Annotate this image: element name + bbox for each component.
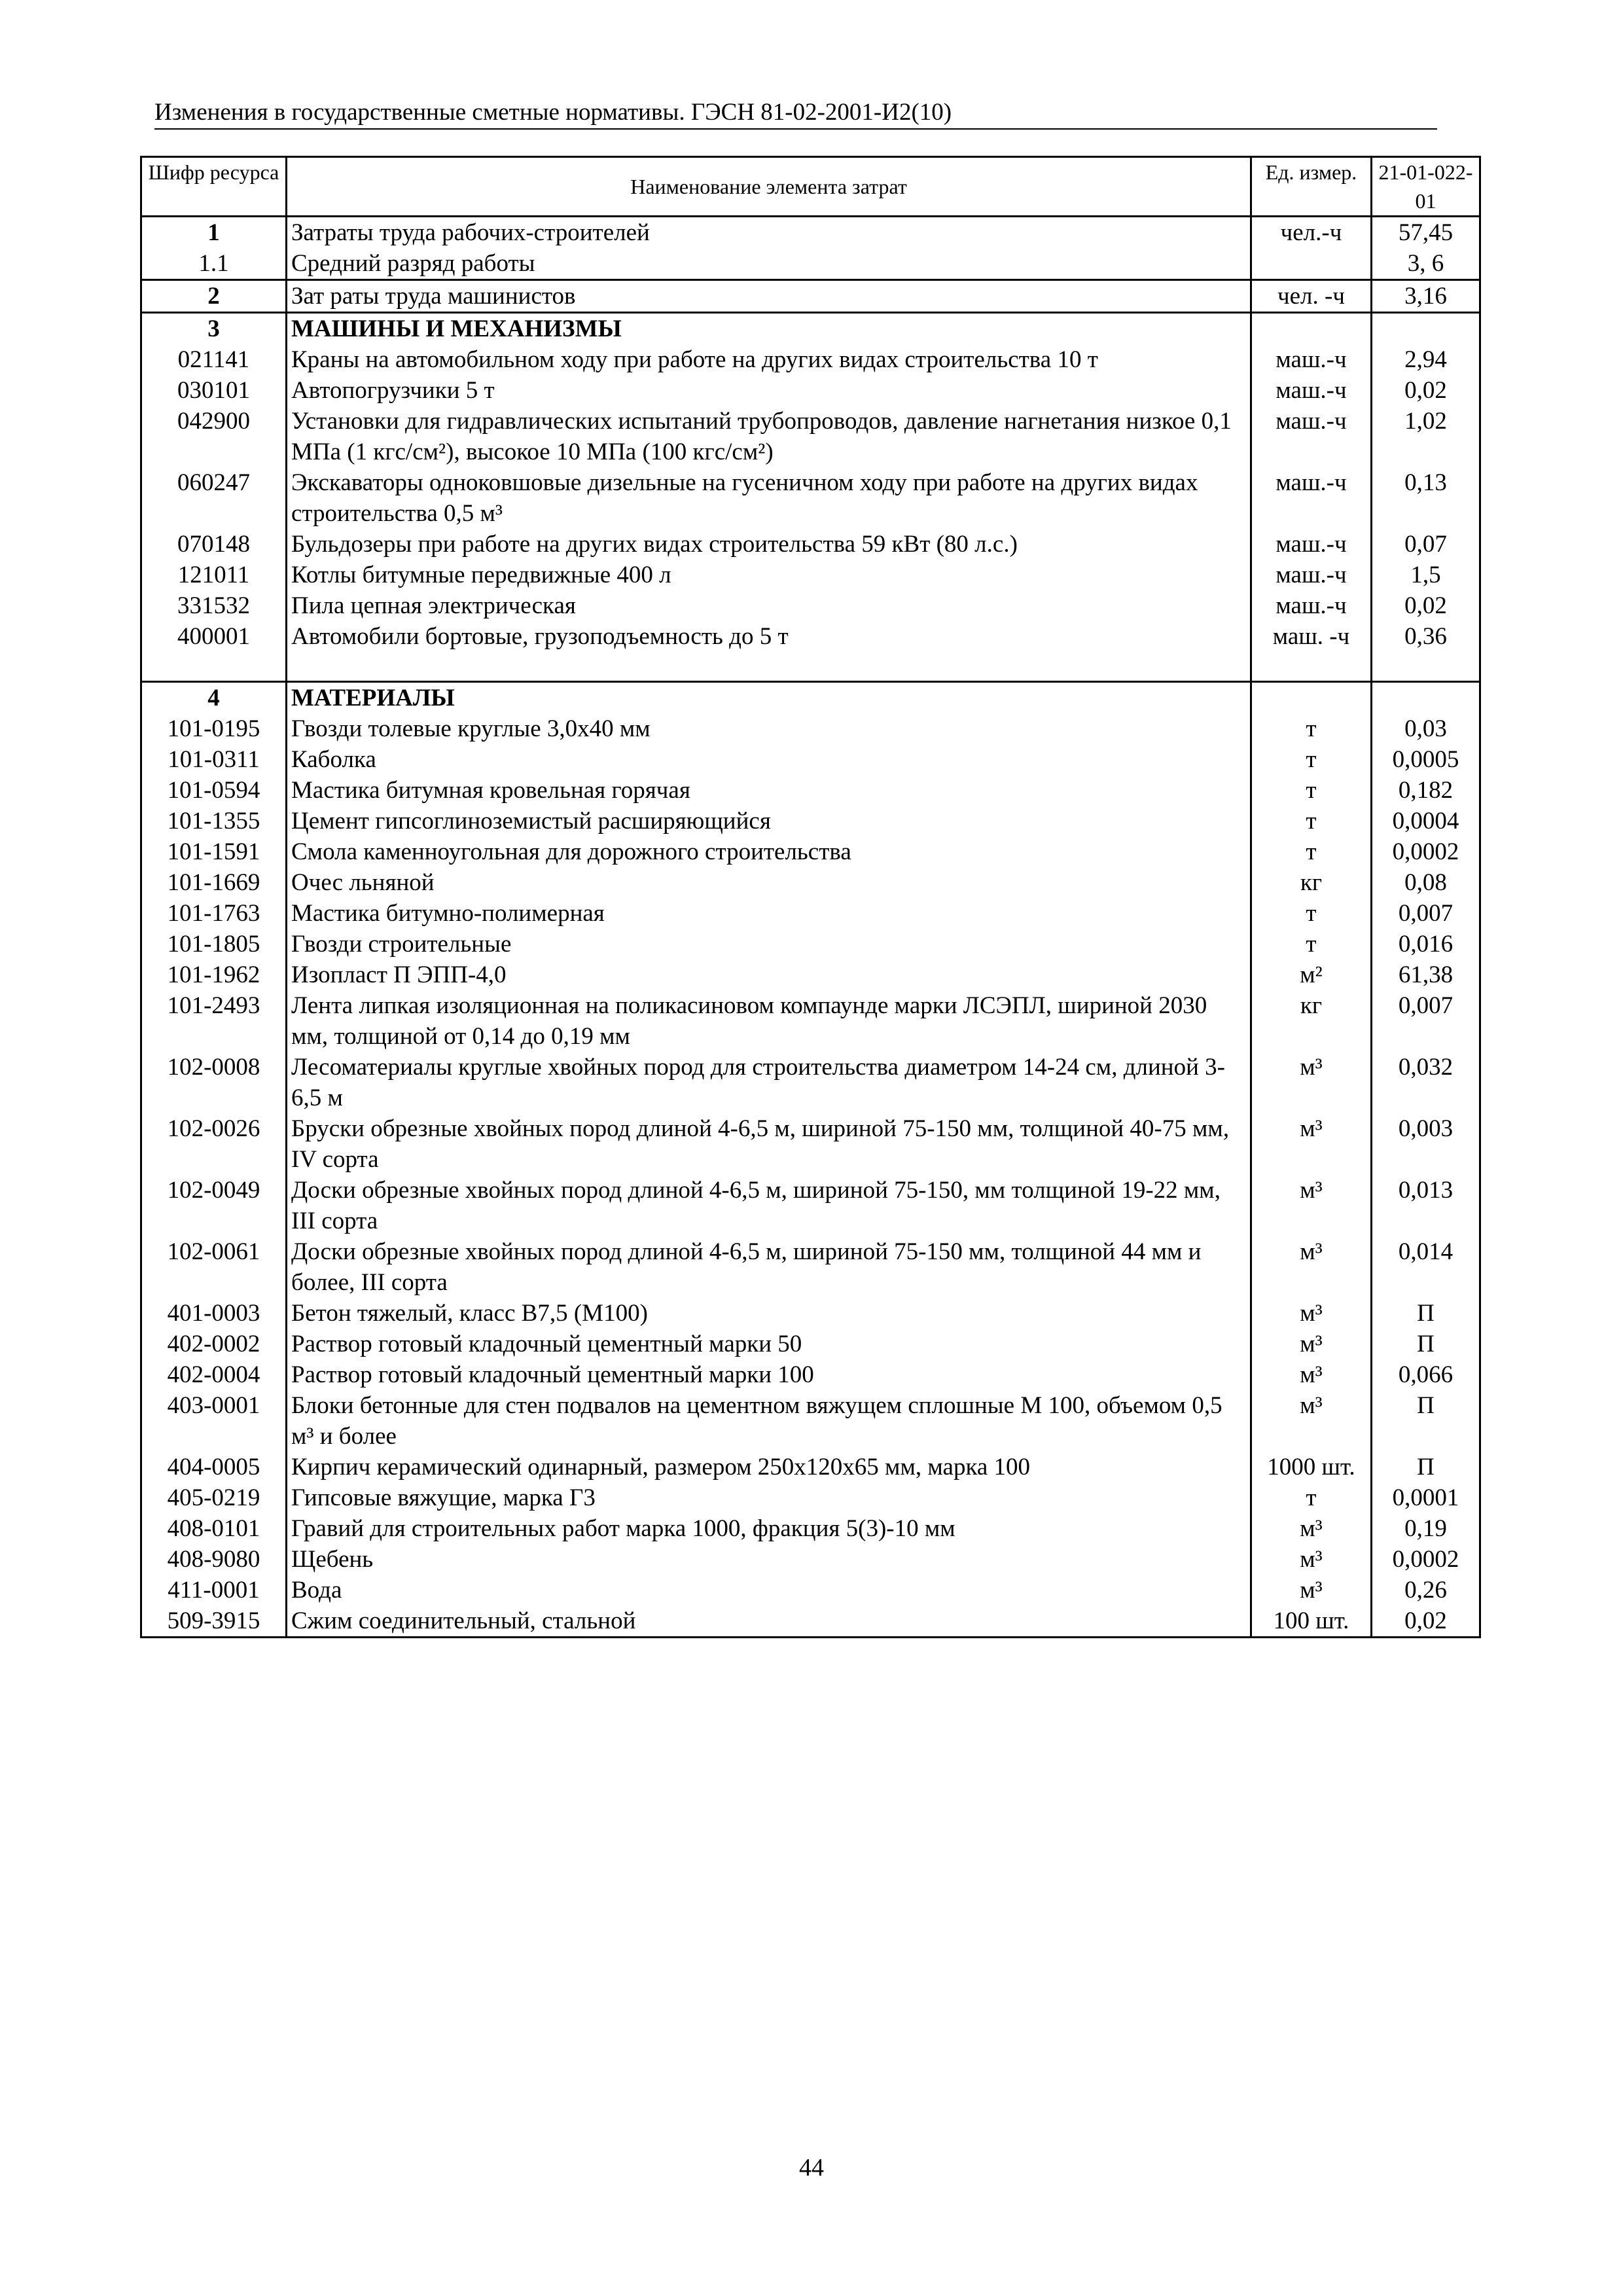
cell-value: 1,02 [1372, 406, 1480, 467]
cell-value: 0,07 [1372, 529, 1480, 560]
cell-unit: 100 шт. [1251, 1605, 1372, 1638]
cell-unit: м³ [1251, 1298, 1372, 1329]
cell-name: Мастика битумная кровельная горячая [287, 775, 1251, 806]
cell-value: 0,0002 [1372, 1544, 1480, 1575]
cell-name: Автопогрузчики 5 т [287, 375, 1251, 406]
cell-unit [1251, 652, 1372, 682]
cell-unit: т [1251, 836, 1372, 867]
cell-unit: т [1251, 929, 1372, 960]
cell-value: 0,014 [1372, 1236, 1480, 1298]
cell-unit: чел.-ч [1251, 217, 1372, 249]
cell-name: МАШИНЫ И МЕХАНИЗМЫ [287, 313, 1251, 345]
cell-name: Установки для гидравлических испытаний трубопроводов, давление нагнетания низкое 0,1 МПа (1 кгс/см²), высокое 10 МПа (100 кгс/см²) [287, 406, 1251, 467]
cell-name: Кирпич керамический одинарный, размером 250х120х65 мм, марка 100 [287, 1452, 1251, 1482]
table-row [141, 1605, 1480, 1638]
table-row [141, 1052, 1480, 1113]
cell-unit: м³ [1251, 1544, 1372, 1575]
cell-name: Зат раты труда машинистов [287, 280, 1251, 313]
cell-value: 0,36 [1372, 621, 1480, 652]
table-row [141, 1482, 1480, 1513]
cell-code: 101-0311 [141, 744, 287, 775]
cell-name: Гравий для строительных работ марка 1000, фракция 5(3)-10 мм [287, 1513, 1251, 1544]
cell-value: 0,013 [1372, 1175, 1480, 1236]
cell-unit: чел. -ч [1251, 280, 1372, 313]
cell-value [1372, 313, 1480, 345]
table-row [141, 375, 1480, 406]
cell-name: Лесоматериалы круглые хвойных пород для строительства диаметром 14-24 см, длиной 3-6,5 м [287, 1052, 1251, 1113]
cell-name: Гипсовые вяжущие, марка Г3 [287, 1482, 1251, 1513]
cell-unit: маш.-ч [1251, 344, 1372, 375]
cell-value: 0,016 [1372, 929, 1480, 960]
cell-unit: м³ [1251, 1390, 1372, 1452]
cell-code: 101-0195 [141, 713, 287, 744]
cell-unit: маш.-ч [1251, 467, 1372, 529]
cell-value: П [1372, 1329, 1480, 1359]
cell-value: 0,007 [1372, 990, 1480, 1052]
cell-unit: маш.-ч [1251, 560, 1372, 590]
cell-unit: маш.-ч [1251, 590, 1372, 621]
page-number: 44 [799, 2154, 824, 2181]
table-row [141, 560, 1480, 590]
cell-code: 102-0061 [141, 1236, 287, 1298]
cell-name [287, 652, 1251, 682]
cell-value: 0,02 [1372, 1605, 1480, 1638]
cell-unit: т [1251, 744, 1372, 775]
cell-code: 101-1355 [141, 806, 287, 836]
cell-code: 070148 [141, 529, 287, 560]
table-row [141, 775, 1480, 806]
table-row [141, 898, 1480, 929]
cell-value [1372, 652, 1480, 682]
table-row [141, 960, 1480, 990]
cell-code: 2 [141, 280, 287, 313]
table-row [141, 248, 1480, 280]
cell-name: Краны на автомобильном ходу при работе на других видах строительства 10 т [287, 344, 1251, 375]
table-body [141, 217, 1480, 1638]
cell-code: 102-0026 [141, 1113, 287, 1175]
cell-name: Раствор готовый кладочный цементный марки 100 [287, 1359, 1251, 1390]
cell-value: П [1372, 1298, 1480, 1329]
cell-unit: т [1251, 713, 1372, 744]
cell-unit: маш. -ч [1251, 621, 1372, 652]
cell-value [1372, 682, 1480, 714]
cell-value: П [1372, 1390, 1480, 1452]
cell-code: 101-1763 [141, 898, 287, 929]
cell-value: 0,26 [1372, 1575, 1480, 1605]
cell-unit: м² [1251, 960, 1372, 990]
cell-name: Мастика битумно-полимерная [287, 898, 1251, 929]
cell-unit: т [1251, 775, 1372, 806]
table-row [141, 1544, 1480, 1575]
cell-value: П [1372, 1452, 1480, 1482]
table-row [141, 1390, 1480, 1452]
cell-name: Сжим соединительный, стальной [287, 1605, 1251, 1638]
cell-code: 101-1805 [141, 929, 287, 960]
cell-value: 0,0001 [1372, 1482, 1480, 1513]
cell-code: 021141 [141, 344, 287, 375]
cell-code: 060247 [141, 467, 287, 529]
cell-code: 102-0049 [141, 1175, 287, 1236]
column-header-code: Шифр ресурса [141, 157, 287, 217]
cell-name: Доски обрезные хвойных пород длиной 4-6,5 м, шириной 75-150, мм толщиной 19-22 мм, III сорта [287, 1175, 1251, 1236]
table-header-row [141, 157, 1480, 217]
table-row [141, 806, 1480, 836]
cell-unit: 1000 шт. [1251, 1452, 1372, 1482]
table-row [141, 744, 1480, 775]
cell-code: 121011 [141, 560, 287, 590]
cell-name: МАТЕРИАЛЫ [287, 682, 1251, 714]
table-row [141, 929, 1480, 960]
cell-name: Бетон тяжелый, класс В7,5 (М100) [287, 1298, 1251, 1329]
cell-code: 402-0004 [141, 1359, 287, 1390]
cell-value: 0,066 [1372, 1359, 1480, 1390]
table-row [141, 1113, 1480, 1175]
cell-value: 57,45 [1372, 217, 1480, 249]
table-row [141, 406, 1480, 467]
table-row [141, 1236, 1480, 1298]
cell-value: 0,0005 [1372, 744, 1480, 775]
cell-value: 61,38 [1372, 960, 1480, 990]
cell-unit: т [1251, 898, 1372, 929]
cell-value: 0,003 [1372, 1113, 1480, 1175]
column-header-unit: Ед. измер. [1251, 157, 1372, 217]
cell-name: Блоки бетонные для стен подвалов на цементном вяжущем сплошные М 100, объемом 0,5 м³ и более [287, 1390, 1251, 1452]
cell-value: 0,03 [1372, 713, 1480, 744]
cell-code: 405-0219 [141, 1482, 287, 1513]
cell-code: 102-0008 [141, 1052, 287, 1113]
cell-unit: маш.-ч [1251, 375, 1372, 406]
table-row [141, 590, 1480, 621]
cell-unit: м³ [1251, 1359, 1372, 1390]
cell-name: Вода [287, 1575, 1251, 1605]
resource-table [140, 156, 1481, 1638]
cell-unit: м³ [1251, 1175, 1372, 1236]
cell-code [141, 652, 287, 682]
cell-unit [1251, 682, 1372, 714]
cell-name: Котлы битумные передвижные 400 л [287, 560, 1251, 590]
cell-unit: маш.-ч [1251, 529, 1372, 560]
cell-name: Пила цепная электрическая [287, 590, 1251, 621]
cell-name: Бруски обрезные хвойных пород длиной 4-6,5 м, шириной 75-150 мм, толщиной 40-75 мм, IV сорта [287, 1113, 1251, 1175]
cell-unit [1251, 248, 1372, 280]
cell-name: Бульдозеры при работе на других видах строительства 59 кВт (80 л.с.) [287, 529, 1251, 560]
cell-unit: м³ [1251, 1513, 1372, 1544]
cell-code: 331532 [141, 590, 287, 621]
table-row [141, 1575, 1480, 1605]
table-row [141, 1452, 1480, 1482]
cell-name: Средний разряд работы [287, 248, 1251, 280]
column-header-value: 21-01-022-01 [1372, 157, 1480, 217]
cell-code: 030101 [141, 375, 287, 406]
cell-code: 101-1591 [141, 836, 287, 867]
cell-name: Автомобили бортовые, грузоподъемность до 5 т [287, 621, 1251, 652]
section-row [141, 280, 1480, 313]
table-row [141, 1359, 1480, 1390]
cell-value: 0,19 [1372, 1513, 1480, 1544]
cell-code: 403-0001 [141, 1390, 287, 1452]
table-row [141, 1329, 1480, 1359]
cell-name: Гвозди строительные [287, 929, 1251, 960]
table-row [141, 467, 1480, 529]
cell-unit: кг [1251, 867, 1372, 898]
cell-code: 408-9080 [141, 1544, 287, 1575]
document-header: Изменения в государственные сметные нормативы. ГЭСН 81-02-2001-И2(10) [154, 98, 1437, 130]
cell-value: 3,16 [1372, 280, 1480, 313]
section-row [141, 217, 1480, 249]
cell-unit: м³ [1251, 1052, 1372, 1113]
table-row [141, 529, 1480, 560]
cell-unit [1251, 313, 1372, 345]
cell-name: Раствор готовый кладочный цементный марки 50 [287, 1329, 1251, 1359]
cell-name: Доски обрезные хвойных пород длиной 4-6,5 м, шириной 75-150 мм, толщиной 44 мм и более, III сорта [287, 1236, 1251, 1298]
cell-value: 0,0002 [1372, 836, 1480, 867]
cell-value: 1,5 [1372, 560, 1480, 590]
cell-value: 0,08 [1372, 867, 1480, 898]
cell-code: 411-0001 [141, 1575, 287, 1605]
cell-code: 404-0005 [141, 1452, 287, 1482]
cell-value: 0,02 [1372, 590, 1480, 621]
cell-code: 1 [141, 217, 287, 249]
cell-name: Каболка [287, 744, 1251, 775]
cell-code: 042900 [141, 406, 287, 467]
cell-value: 0,182 [1372, 775, 1480, 806]
cell-name: Цемент гипсоглиноземистый расширяющийся [287, 806, 1251, 836]
cell-name: Изопласт П ЭПП-4,0 [287, 960, 1251, 990]
cell-code: 402-0002 [141, 1329, 287, 1359]
cell-name: Смола каменноугольная для дорожного строительства [287, 836, 1251, 867]
table-row [141, 1298, 1480, 1329]
cell-code: 101-0594 [141, 775, 287, 806]
cell-code: 401-0003 [141, 1298, 287, 1329]
cell-unit: м³ [1251, 1236, 1372, 1298]
cell-code: 101-1669 [141, 867, 287, 898]
table-row [141, 836, 1480, 867]
cell-value: 2,94 [1372, 344, 1480, 375]
cell-value: 0,13 [1372, 467, 1480, 529]
cell-code: 101-2493 [141, 990, 287, 1052]
cell-code: 4 [141, 682, 287, 714]
cell-name: Экскаваторы одноковшовые дизельные на гусеничном ходу при работе на других видах строительства 0,5 м³ [287, 467, 1251, 529]
table-row [141, 344, 1480, 375]
table-row [141, 990, 1480, 1052]
cell-value: 0,007 [1372, 898, 1480, 929]
cell-code: 509-3915 [141, 1605, 287, 1638]
table-row [141, 621, 1480, 652]
column-header-name: Наименование элемента затрат [287, 157, 1251, 217]
cell-unit: м³ [1251, 1113, 1372, 1175]
cell-unit: т [1251, 1482, 1372, 1513]
cell-value: 0,0004 [1372, 806, 1480, 836]
cell-unit: маш.-ч [1251, 406, 1372, 467]
table-row [141, 1513, 1480, 1544]
cell-unit: кг [1251, 990, 1372, 1052]
cell-name: Затраты труда рабочих-строителей [287, 217, 1251, 249]
section-row [141, 682, 1480, 714]
cell-name: Щебень [287, 1544, 1251, 1575]
table-row [141, 867, 1480, 898]
cell-value: 0,032 [1372, 1052, 1480, 1113]
section-row [141, 313, 1480, 345]
cell-value: 0,02 [1372, 375, 1480, 406]
cell-name: Гвозди толевые круглые 3,0х40 мм [287, 713, 1251, 744]
table-row [141, 1175, 1480, 1236]
table-row [141, 713, 1480, 744]
cell-value: 3, 6 [1372, 248, 1480, 280]
cell-unit: м³ [1251, 1329, 1372, 1359]
cell-code: 1.1 [141, 248, 287, 280]
cell-name: Очес льняной [287, 867, 1251, 898]
spacer-row [141, 652, 1480, 682]
cell-code: 101-1962 [141, 960, 287, 990]
cell-unit: м³ [1251, 1575, 1372, 1605]
cell-code: 400001 [141, 621, 287, 652]
cell-name: Лента липкая изоляционная на поликасиновом компаунде марки ЛСЭПЛ, шириной 2030 мм, толщиной от 0,14 до 0,19 мм [287, 990, 1251, 1052]
cell-code: 3 [141, 313, 287, 345]
cell-unit: т [1251, 806, 1372, 836]
cell-code: 408-0101 [141, 1513, 287, 1544]
